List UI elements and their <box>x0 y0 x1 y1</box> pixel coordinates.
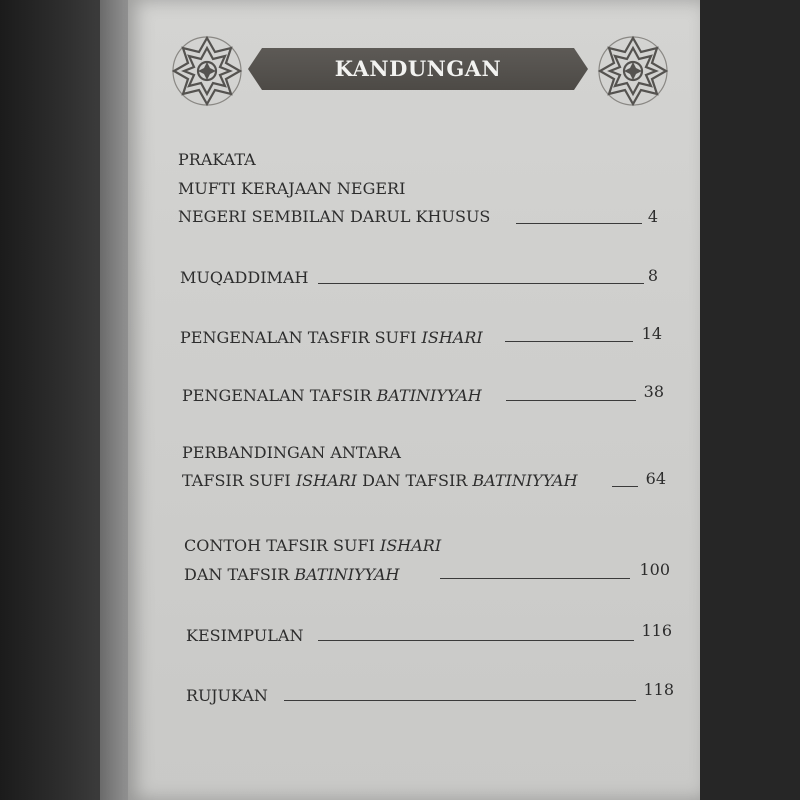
toc-page-kesimpulan: 116 <box>641 621 672 640</box>
geometric-star-ornament-icon <box>594 32 672 110</box>
toc-leader-kesimpulan <box>318 640 634 641</box>
toc-entry-text: TAFSIR SUFI <box>182 471 296 490</box>
toc-entry-rujukan: RUJUKAN <box>186 686 268 705</box>
toc-entry-contoh-line-2 <box>184 565 399 584</box>
toc-entry-muqaddimah: MUQADDIMAH <box>180 268 309 287</box>
toc-page-tasfir-sufi-ishari: 14 <box>641 324 662 343</box>
toc-page-perbandingan: 64 <box>645 469 666 488</box>
toc-entry-text: PENGENALAN TASFIR SUFI <box>180 328 422 347</box>
toc-entry-italic: BATINIYYAH <box>294 565 400 584</box>
toc-entry-prakata-line-2: MUFTI KERAJAAN NEGERI <box>178 179 406 198</box>
toc-entry-text: CONTOH TAFSIR SUFI <box>184 536 381 555</box>
toc-entry-perbandingan-line-1: PERBANDINGAN ANTARA <box>182 443 401 462</box>
toc-entry-perbandingan-line-2 <box>182 471 578 490</box>
toc-entry-italic: BATINIYYAH <box>376 386 482 405</box>
toc-page-prakata: 4 <box>647 207 658 226</box>
toc-page-muqaddimah: 8 <box>647 266 658 285</box>
geometric-star-ornament-icon <box>168 32 246 110</box>
toc-page-tafsir-batiniyyah: 38 <box>643 382 664 401</box>
toc-leader-muqaddimah <box>318 283 644 284</box>
background-right <box>700 0 800 800</box>
toc-page-rujukan: 118 <box>643 680 674 699</box>
toc-entry-italic: ISHARI <box>380 536 442 555</box>
toc-entry-kesimpulan: KESIMPULAN <box>186 626 304 645</box>
toc-entry-prakata-line-1: PRAKATA <box>178 150 256 169</box>
toc-entry-italic: ISHARI <box>421 328 483 347</box>
toc-entry-italic: BATINIYYAH <box>472 471 578 490</box>
toc-entry-contoh-line-1 <box>184 536 441 555</box>
toc-page-contoh: 100 <box>639 560 670 579</box>
toc-entry-italic: ISHARI <box>295 471 357 490</box>
toc-entry-text: PENGENALAN TAFSIR <box>182 386 377 405</box>
toc-entry-prakata-line-3: NEGERI SEMBILAN DARUL KHUSUS <box>178 207 491 226</box>
toc-leader-contoh <box>440 578 630 579</box>
toc-entry-tafsir-batiniyyah <box>182 386 482 405</box>
page-title: KANDUNGAN <box>334 56 502 81</box>
toc-entry-text: DAN TAFSIR <box>356 471 473 490</box>
toc-entry-text: DAN TAFSIR <box>184 565 295 584</box>
toc-leader-rujukan <box>284 700 636 701</box>
toc-entry-tasfir-sufi-ishari <box>180 328 483 347</box>
